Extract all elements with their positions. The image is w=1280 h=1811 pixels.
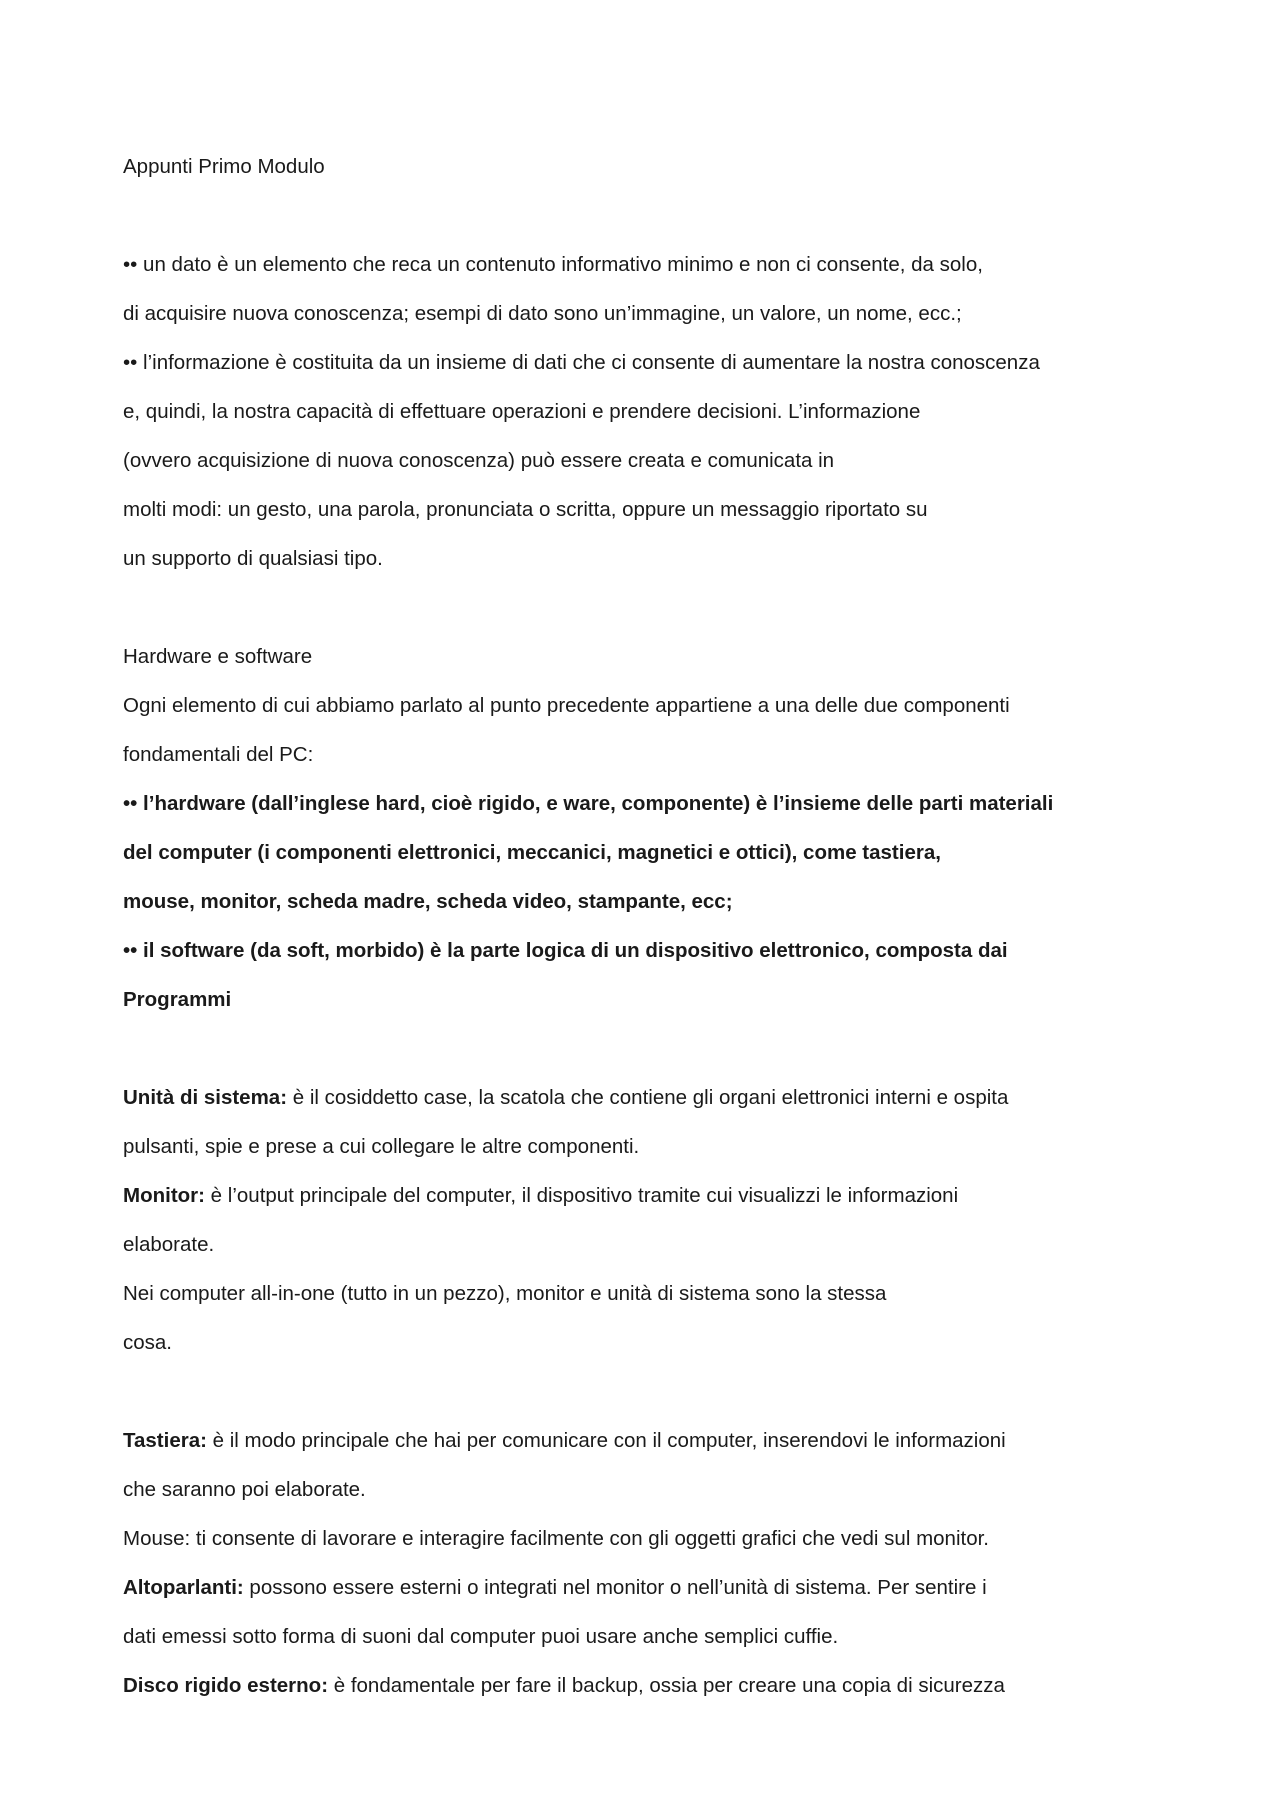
paragraph-line: elaborate. xyxy=(123,1233,215,1256)
paragraph-line: che saranno poi elaborate. xyxy=(123,1478,366,1501)
definition-altoparlanti xyxy=(123,1575,987,1601)
bold-paragraph-line: •• l’hardware (dall’inglese hard, cioè rigido, e ware, componente) è l’insieme delle parti materiali xyxy=(123,792,1054,815)
paragraph-line: •• l’informazione è costituita da un insieme di dati che ci consente di aumentare la nostra conoscenza xyxy=(123,351,1040,374)
definition-term: Disco rigido esterno: xyxy=(123,1674,329,1697)
paragraph-line: Ogni elemento di cui abbiamo parlato al punto precedente appartiene a una delle due componenti xyxy=(123,694,1010,717)
definition-tastiera xyxy=(123,1428,1006,1454)
definition-term: Unità di sistema: xyxy=(123,1086,288,1109)
definition-disco-rigido-esterno xyxy=(123,1673,1005,1699)
document-title: Appunti Primo Modulo xyxy=(123,155,325,178)
definition-text: è il cosiddetto case, la scatola che contiene gli organi elettronici interni e ospita xyxy=(287,1086,1009,1109)
paragraph-line: dati emessi sotto forma di suoni dal computer puoi usare anche semplici cuffie. xyxy=(123,1625,839,1648)
paragraph-line: di acquisire nuova conoscenza; esempi di dato sono un’immagine, un valore, un nome, ecc.; xyxy=(123,302,962,325)
bold-paragraph-line: •• il software (da soft, morbido) è la parte logica di un dispositivo elettronico, composta dai xyxy=(123,939,1008,962)
paragraph-line: pulsanti, spie e prese a cui collegare le altre componenti. xyxy=(123,1135,640,1158)
definition-term: Tastiera: xyxy=(123,1429,207,1452)
bold-paragraph-line: Programmi xyxy=(123,988,232,1011)
paragraph-line: Nei computer all-in-one (tutto in un pezzo), monitor e unità di sistema sono la stessa xyxy=(123,1282,887,1305)
bold-paragraph-line: del computer (i componenti elettronici, meccanici, magnetici e ottici), come tastiera, xyxy=(123,841,941,864)
definition-term: Altoparlanti: xyxy=(123,1576,244,1599)
bold-paragraph-line: mouse, monitor, scheda madre, scheda video, stampante, ecc; xyxy=(123,890,733,913)
paragraph-line: Mouse: ti consente di lavorare e interagire facilmente con gli oggetti grafici che vedi sul monitor. xyxy=(123,1527,990,1550)
definition-text: è l’output principale del computer, il dispositivo tramite cui visualizzi le informazioni xyxy=(204,1184,959,1207)
paragraph-line: fondamentali del PC: xyxy=(123,743,314,766)
paragraph-line: cosa. xyxy=(123,1331,172,1354)
definition-unita-di-sistema xyxy=(123,1085,1008,1111)
definition-text: è il modo principale che hai per comunicare con il computer, inserendovi le informazioni xyxy=(206,1429,1006,1452)
paragraph-line: un supporto di qualsiasi tipo. xyxy=(123,547,383,570)
definition-monitor xyxy=(123,1183,958,1209)
definition-text: possono essere esterni o integrati nel monitor o nell’unità di sistema. Per sentire i xyxy=(243,1576,987,1599)
paragraph-line: (ovvero acquisizione di nuova conoscenza) può essere creata e comunicata in xyxy=(123,449,835,472)
paragraph-line: e, quindi, la nostra capacità di effettuare operazioni e prendere decisioni. L’informazione xyxy=(123,400,921,423)
definition-term: Monitor: xyxy=(123,1184,205,1207)
paragraph-line: molti modi: un gesto, una parola, pronunciata o scritta, oppure un messaggio riportato su xyxy=(123,498,928,521)
paragraph-line: •• un dato è un elemento che reca un contenuto informativo minimo e non ci consente, da solo, xyxy=(123,253,983,276)
section-heading: Hardware e software xyxy=(123,645,313,668)
definition-text: è fondamentale per fare il backup, ossia per creare una copia di sicurezza xyxy=(328,1674,1005,1697)
